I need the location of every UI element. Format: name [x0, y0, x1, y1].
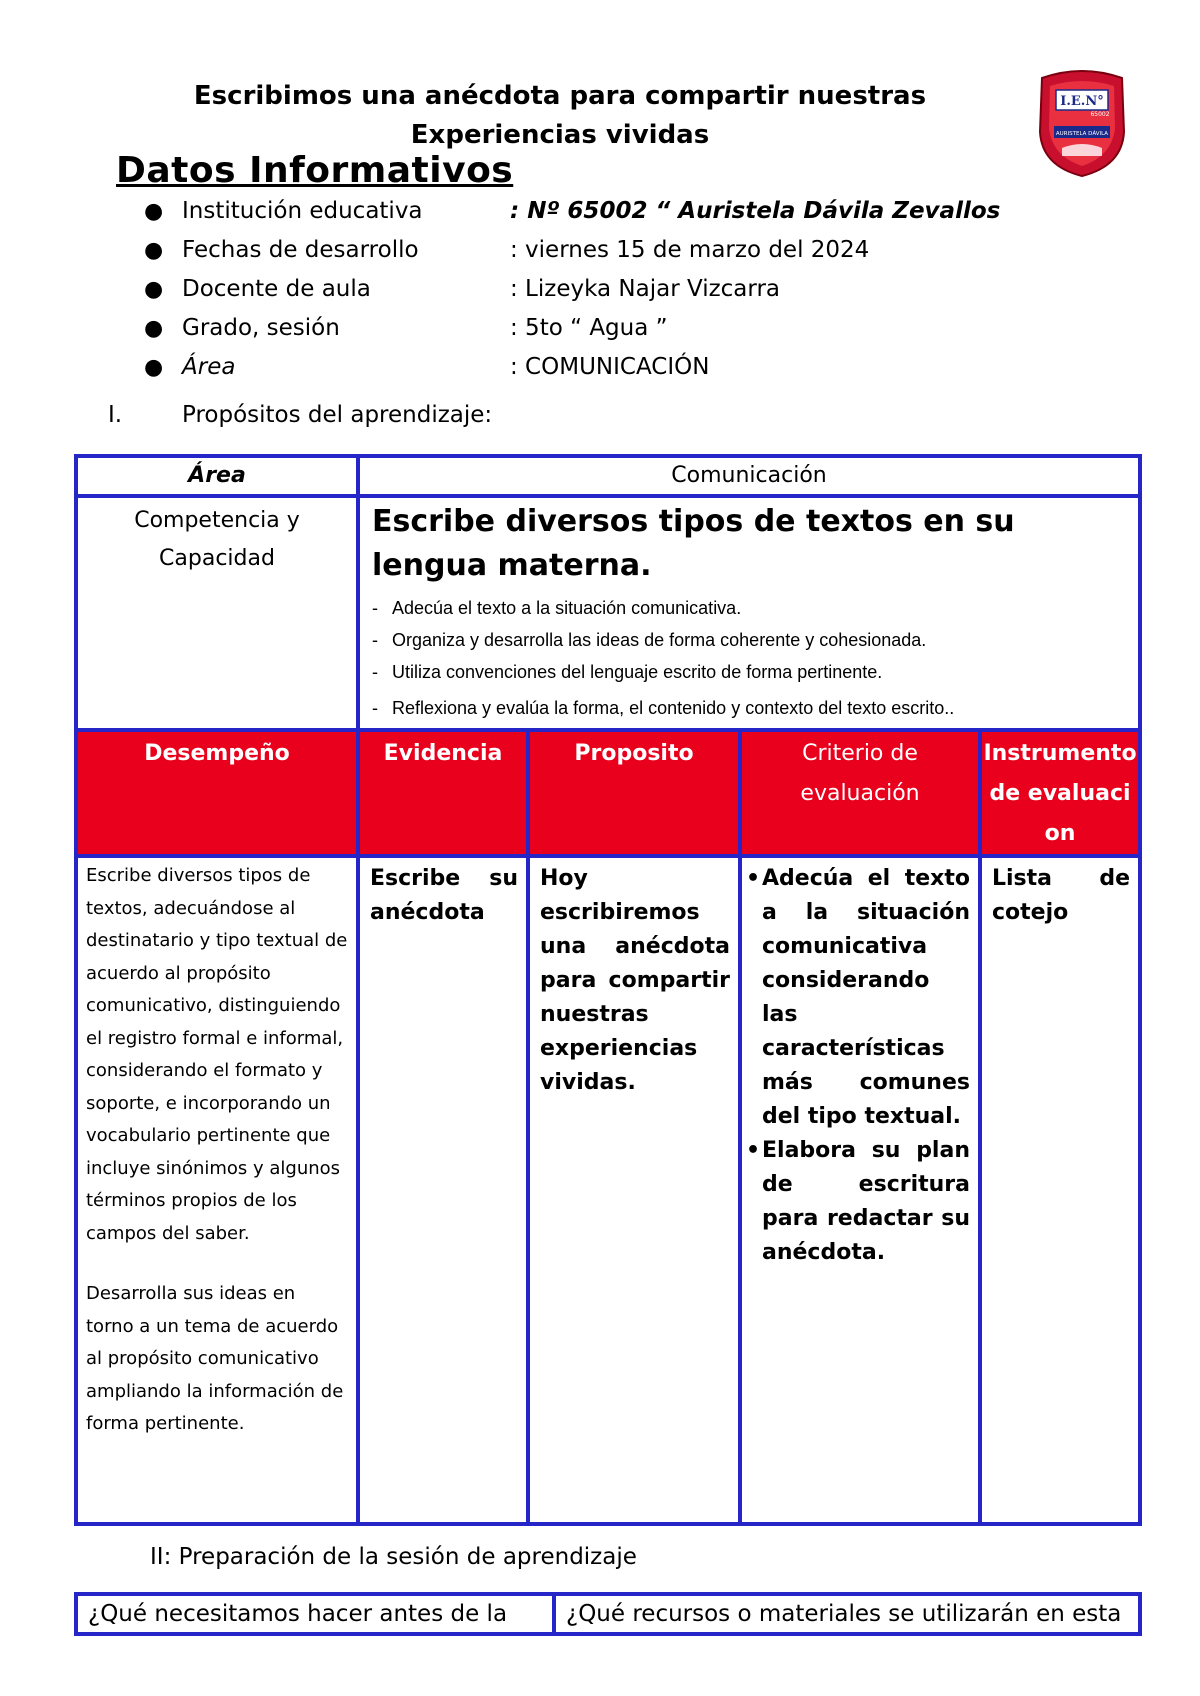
- prep-col-2-header: ¿Qué recursos o materiales se utilizarán en esta: [554, 1594, 1140, 1634]
- instrumento-cell: Lista de cotejo: [980, 856, 1140, 1524]
- bullet-icon: ●: [144, 238, 164, 263]
- desempeno-header: Desempeño: [76, 730, 358, 856]
- datos-value: : Nº 65002 “ Auristela Dávila Zevallos: [510, 198, 1001, 224]
- datos-value: : viernes 15 de marzo del 2024: [510, 237, 870, 263]
- competencia-label-cell: [76, 496, 358, 730]
- bullet-icon: ●: [144, 355, 164, 380]
- section-1-title: Propósitos del aprendizaje:: [182, 402, 493, 428]
- prep-col-1-header: ¿Qué necesitamos hacer antes de la: [76, 1594, 554, 1634]
- logo-banner: AURISTELA DÁVILA: [1055, 131, 1109, 137]
- capacidad-text: Utiliza convenciones del lenguaje escrito de forma pertinente.: [392, 662, 883, 682]
- capacidad-text: Adecúa el texto a la situación comunicativa.: [392, 598, 742, 618]
- competencia-cell: [358, 496, 1140, 730]
- table-row: [76, 856, 1140, 1524]
- datos-item: [140, 348, 1040, 387]
- area-label: Área: [76, 456, 358, 496]
- datos-value: : 5to “ Agua ”: [510, 315, 668, 341]
- preparacion-table: [74, 1592, 1142, 1636]
- datos-label: Docente de aula: [182, 276, 371, 302]
- datos-heading: Datos Informativos: [116, 150, 514, 191]
- competencia-label: Competencia y: [134, 508, 300, 533]
- datos-item: [140, 231, 1040, 270]
- proposito-cell: Hoy escribiremos una anécdota para compartir nuestras experiencias vividas.: [528, 856, 740, 1524]
- capacidades-list: [360, 592, 1138, 728]
- criterio-item: • Adecúa el texto a la situación comunicativa considerando las características más comunes del tipo textual.: [746, 862, 970, 1134]
- section-2-heading: II: Preparación de la sesión de aprendizaje: [150, 1544, 637, 1570]
- desempeno-paragraph-1: Escribe diversos tipos de textos, adecuándose al destinatario y tipo textual de acuerdo al propósito comunicativo, distinguiendo el registro formal e informal, considerando el formato y soporte, e incorporando un vocabulario pertinente que incluye sinónimos y algunos términos propios de los campos del saber.: [86, 865, 348, 1244]
- document-title-line1: Escribimos una anécdota para compartir nuestras: [193, 81, 927, 111]
- bullet-icon: ●: [144, 277, 164, 302]
- bullet-icon: ●: [144, 199, 164, 224]
- table-row: [76, 456, 1140, 496]
- evidencia-header: Evidencia: [358, 730, 528, 856]
- area-value: Comunicación: [358, 456, 1140, 496]
- capacidad-text: Reflexiona y evalúa la forma, el contenido y contexto del texto escrito..: [392, 698, 955, 718]
- list-item: - Adecúa el texto a la situación comunicativa.: [372, 598, 742, 618]
- instrumento-header: Instrumento de evaluacion: [980, 730, 1140, 856]
- datos-label: Fechas de desarrollo: [182, 237, 419, 263]
- criterio-item: • Elabora su plan de escritura para redactar su anécdota.: [746, 1134, 970, 1270]
- datos-value: : Lizeyka Najar Vizcarra: [510, 276, 781, 302]
- propositos-table: [74, 454, 1142, 1526]
- table-header-row: [76, 730, 1140, 856]
- datos-value: : COMUNICACIÓN: [510, 354, 710, 380]
- list-item: - Utiliza convenciones del lenguaje escrito de forma pertinente.: [372, 662, 883, 682]
- datos-item: [140, 192, 1040, 231]
- evidencia-cell: Escribe su anécdota: [358, 856, 528, 1524]
- document-title-line2: Experiencias vividas: [410, 120, 710, 150]
- competencia-title: Escribe diversos tipos de textos en su lengua materna.: [372, 504, 1015, 583]
- desempeno-cell: [76, 856, 358, 1524]
- desempeno-paragraph-2: Desarrolla sus ideas en torno a un tema de acuerdo al propósito comunicativo ampliando la información de forma pertinente.: [86, 1283, 344, 1434]
- criterio-cell: [740, 856, 980, 1524]
- datos-label: Institución educativa: [182, 198, 423, 224]
- datos-item: [140, 270, 1040, 309]
- datos-list: [140, 192, 1040, 387]
- datos-label: Área: [182, 354, 236, 380]
- table-row: [76, 1594, 1140, 1634]
- section-1-heading: [108, 402, 492, 428]
- bullet-icon: ●: [144, 316, 164, 341]
- logo-text: I.E.N°: [1060, 94, 1104, 109]
- list-item: - Organiza y desarrolla las ideas de forma coherente y cohesionada.: [372, 630, 927, 650]
- list-item: - Reflexiona y evalúa la forma, el contenido y contexto del texto escrito..: [372, 698, 955, 718]
- capacidad-label: Capacidad: [159, 546, 275, 571]
- school-logo: [1032, 70, 1132, 180]
- section-1-number: I.: [108, 402, 123, 428]
- proposito-header: Proposito: [528, 730, 740, 856]
- datos-item: [140, 309, 1040, 348]
- criterio-header: Criterio de evaluación: [740, 730, 980, 856]
- datos-label: Grado, sesión: [182, 315, 340, 341]
- capacidad-text: Organiza y desarrolla las ideas de forma coherente y cohesionada.: [392, 630, 927, 650]
- logo-number: 65002: [1090, 111, 1110, 118]
- table-row: [76, 496, 1140, 730]
